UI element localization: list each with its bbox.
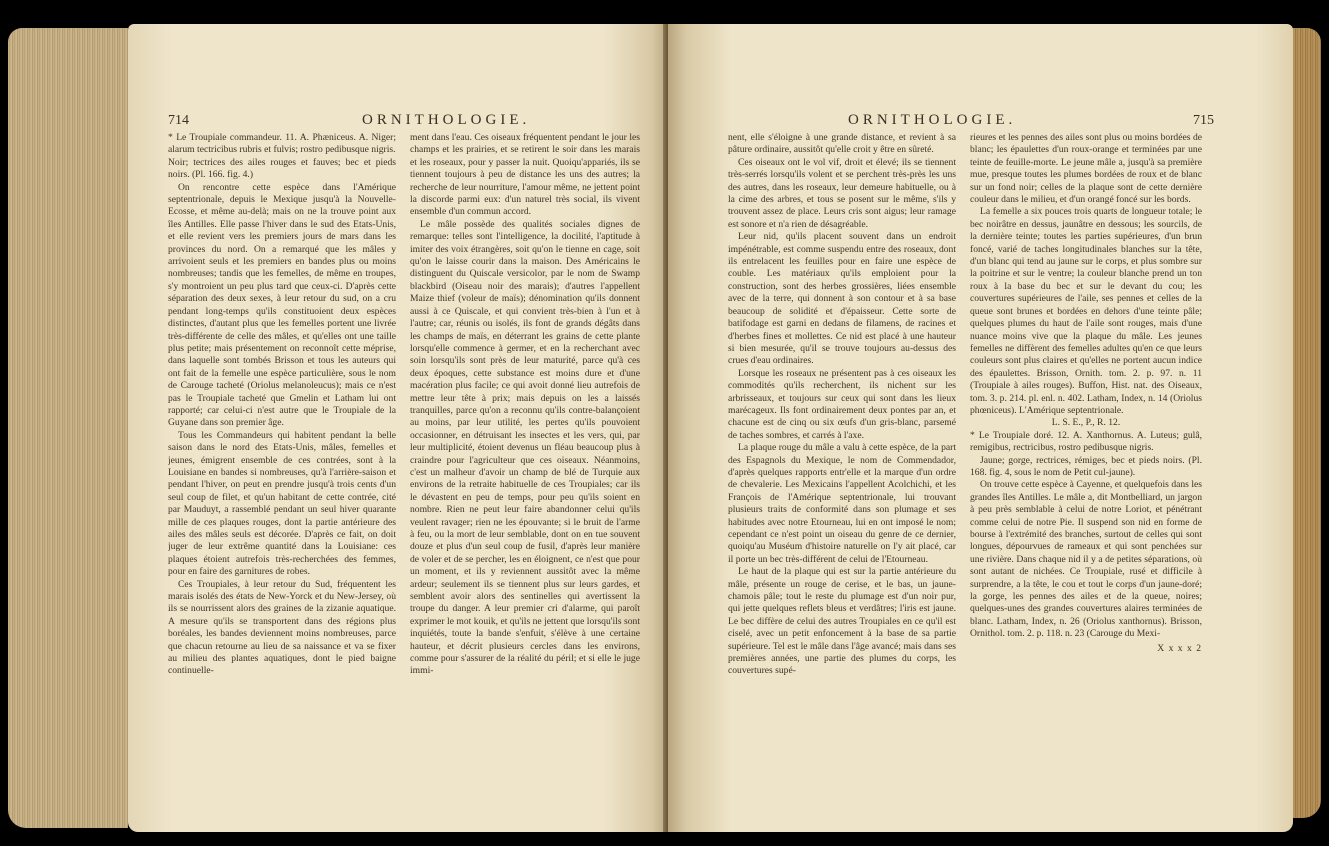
paragraph: ment dans l'eau. Ces oiseaux fréquentent pendant le jour les champs et les prairies, et se retirent le soir dans les marais et les roseaux, pour y passer la nuit. Quoiqu'appariés, ils se tiennent toujours à peu de distance les uns des autres; la recherche de leur nourriture, l'amour même, ne jettent point la discorde parmi eux: d'un naturel très social, ils vivent ensemble d'un commun accord. (410, 132, 640, 218)
right-page-number: 715 (1193, 113, 1214, 128)
paragraph: Le haut de la plaque qui est sur la partie antérieure du mâle, présente un rouge de cerise, et le bas, un jaune-chamois pâle; tout le reste du plumage est d'un noir pur, qui jette quelques reflets bleus et verdâtres; l'iris est jaune. Le bec diffère de celui des autres Troupiales en ce qu'il est ciselé, avec un petit enfoncement à la base de sa partie supérieure. Tel est le mâle dans l'âge avancé; mais dans ses premières années, une partie des plumes du corps, les couvertures supé- (728, 566, 956, 677)
left-running-head (128, 112, 668, 134)
paragraph: Ces Troupiales, à leur retour du Sud, fréquentent les marais isolés des états de New-Yorck et du New-Jersey, où ils se nourrissent alors des graines de la zizanie aquatique. A mesure qu'ils se transportent dans des régions plus boréales, les bandes deviennent moins nombreuses, parce que chacun retourne au lieu de sa naissance et va se fixer au milieu des plantes aquatiques, dont le pied baigne continuelle- (168, 578, 396, 677)
paragraph: La femelle a six pouces trois quarts de longueur totale; le bec noirâtre en dessus, jaunâtre en dessous; les sourcils, de la dernière teinte; toutes les parties supérieures, d'un brun foncé, varié de taches longitudinales blanches sur la tête, d'un blanc qui tend au jaune sur le corps, et plus sombre sur la poitrine et sur le ventre; la couleur blanche prend un ton roux à la base du bec et sur le devant du cou; les couvertures supérieures de l'aile, ses pennes et celles de la queue sont brunes et bordées en dehors d'une teinte pâle; quelques plumes du haut de l'aile sont rouges, mais d'une nuance moins vive que la plaque du mâle. Les jeunes femelles ne diffèrent des femelles adultes qu'en ce que leurs couleurs sont plus claires et qu'elles ne portent aucun indice des épaulettes. Brisson, Ornith. tom. 2. p. 97. n. 11 (Troupiale à ailes rouges). Buffon, Hist. nat. des Oiseaux, tom. 3. p. 214. pl. enl. n. 402. Latham, Index, n. 14 (Oriolus phœniceus). L'Amérique septentrionale. (970, 206, 1202, 416)
paragraph: Le mâle possède des qualités sociales dignes de remarque: telles sont l'intelligence, la docilité, l'aptitude à imiter des voix étrangères, soit qu'on le tienne en cage, soit qu'on le laisse courir dans la maison. Des Américains le distinguent du Quiscale versicolor, par le nom de Swamp blackbird (Oiseau noir des marais); d'autres l'appellent Maize thief (voleur de maïs); dénomination qu'ils donnent aussi à ce Quiscale, et qui convient très-bien à l'un et à l'autre; car, réunis ou isolés, ils font de grands dégâts dans les champs de maïs, en déterrant les grains de cette plante lorsqu'elle commence à germer, et en la recherchant avec soin lorsqu'ils sont près de leur maturité, parce qu'à ces deux époques, cette substance est moins dure et d'une macération plus facile; ce qui avoit donné lieu autrefois de mettre leur tête à prix; mais depuis on les a laissés tranquilles, parce qu'on a reconnu qu'ils contre-balançoient au moins, par leur utilité, les pertes qu'ils pouvoient occasionner, en détruisant les insectes et les vers, qui, par leur multiplicité, étoient devenus un fléau beaucoup plus à craindre pour l'agriculteur que ces oiseaux. Néanmoins, c'est un malheur d'avoir un champ de blé de Turquie aux environs de la retraite habituelle de ces Troupiales; car ils le dévastent en peu de temps, pour peu qu'ils soient en nombre. Rien ne peut leur faire abandonner celui qu'ils veulent ravager; rien ne les épouvante; si le bruit de l'arme à feu, ou la mort de leur semblable, dont on en tue souvent douze et plus d'un seul coup de fusil, d'après leur manière de voler et de se percher, les en éloignent, ce n'est que pour un moment, et ils y reviennent aussitôt avec la même ardeur; seulement ils se tiennent plus sur leurs gardes, et semblent avoir alors des sentinelles qui avertissent la troupe du danger. A leur premier cri d'alarme, qui paroît exprimer le mot kouik, et qu'ils ne jettent que lorsqu'ils sont inquiétés, toute la bande s'enfuit, s'élève à une certaine hauteur, et décrit plusieurs cercles dans les environs, comme pour s'assurer de la réalité du péril; et si elle le juge immi- (410, 218, 640, 677)
paragraph: rieures et les pennes des ailes sont plus ou moins bordées de blanc; les épaulettes d'un roux-orange et terminées par une teinte de feuille-morte. Le jeune mâle a, jusqu'à sa première mue, presque toutes les plumes bordées de roux et de blanc sur un fond noir; celles de la plaque sont de cette dernière couleur dans le milieu, et d'un orangé foncé sur les bords. (970, 132, 1202, 206)
paragraph: Noir; tectrices des ailes rouges et fauves; bec et pieds noirs. (Pl. 166. fig. 4.) (168, 156, 396, 181)
signature-mark: X x x x 2 (1157, 642, 1202, 654)
paragraph: On trouve cette espèce à Cayenne, et quelquefois dans les grandes îles Antilles. Le mâle a, dit Montbelliard, un jargon à peu près semblable à celui de notre Loriot, et pénétrant comme celui de notre Pie. Il suspend son nid en forme de bourse à l'extrémité des branches, surtout de celles qui sont longues, dépourvues de rameaux et qui sont penchées sur une rivière. Dans chaque nid il y a de petites séparations, où sont autant de nichées. Ce Troupiale, rusé et difficile à surprendre, a la tête, le cou et tout le corps d'un jaune-doré; la gorge, les pennes des ailes et de la queue, noires; quelques-unes des grandes couvertures alaires terminées de blanc. Latham, Index, n. 26 (Oriolus xanthornus). Brisson, Ornithol. tom. 2. p. 118. n. 23 (Carouge du Mexi- (970, 479, 1202, 640)
right-page-title: ORNITHOLOGIE. (848, 112, 1017, 128)
paragraph: nent, elle s'éloigne à une grande distance, et revient à sa pâture ordinaire, aussitôt qu'elle croit y être en sûreté. (728, 132, 956, 156)
paragraph: Leur nid, qu'ils placent souvent dans un endroit impénétrable, est comme suspendu entre des roseaux, dont ils entrelacent les feuilles pour en faire une espèce de couble. Les matériaux qu'ils emploient pour la construction, sont des herbes grossières, liées ensemble avec de la terre, qui donnent à son contour et à sa base beaucoup de solidité et d'épaisseur. Cette sorte de batifodage est garni en dedans de filamens, de racines et d'herbes fines et mollettes. Ce nid est placé à une hauteur si bien mesurée, qu'il se trouve toujours au-dessus des crues d'eau ordinaires. (728, 231, 956, 367)
left-page-number: 714 (168, 113, 189, 128)
left-page-title: ORNITHOLOGIE. (362, 112, 531, 128)
left-column-1 (168, 132, 396, 772)
paragraph: Jaune; gorge, rectrices, rémiges, bec et pieds noirs. (Pl. 168. fig. 4, sous le nom de Petit cul-jaune). (970, 454, 1202, 478)
paragraph: * Le Troupiale commandeur. 11. A. Phæniceus. A. Niger; alarum tectricibus rubris et fulvis; rostro pedibusque nigris. (168, 132, 396, 156)
right-page (668, 24, 1293, 832)
left-page (128, 24, 668, 832)
paragraph: * Le Troupiale doré. 12. A. Xanthornus. A. Luteus; gulâ, remigibus, rectricibus, rostro pedibusque nigris. (970, 429, 1202, 454)
paragraph: Tous les Commandeurs qui habitent pendant la belle saison dans le nord des Etats-Unis, mâles, femelles et jeunes, émigrent ensemble de ces contrées, sont à la Louisiane en bandes si nombreuses, qu'à l'arrière-saison et pendant l'hiver, on peut en prendre jusqu'à trois cents d'un seul coup de filet, et qu'un habitant de cette contrée, cité par Mauduyt, a rassemblé pendant un seul hiver quarante mille de ces plaques rouges, dont la partie antérieure des ailes des mâles seuls est décorée. D'après ce fait, on doit juger de leur extrême quantité dans la Louisiane: ces plaques étoient autrefois très-recherchées des femmes, pour en faire des garnitures de robes. (168, 429, 396, 578)
right-column-2 (970, 132, 1202, 782)
paragraph: L. S. E., P., R. 12. (1051, 417, 1121, 429)
paragraph: La plaque rouge du mâle a valu à cette espèce, de la part des Espagnols du Mexique, le nom de Commendador, d'après quelques rapports entr'elle et la marque d'un ordre de chevalerie. Les Mexicains l'appellent Acolchichi, et les François de l'Amérique septentrionale, lui trouvant plusieurs traits de conformité dans son plumage et ses habitudes avec notre Etourneau, lui en ont imposé le nom; cependant ce n'est point un oiseau du genre de ce dernier, quoiqu'au Muséum d'histoire naturelle on l'y ait placé, car il porte un bec très-différent de celui de l'Etourneau. (728, 442, 956, 565)
page-edges-left (8, 28, 128, 828)
paragraph: On rencontre cette espèce dans l'Amérique septentrionale, depuis le Mexique jusqu'à la Nouvelle-Ecosse, et même au-delà; mais on ne la trouve point aux îles Antilles. Elle passe l'hiver dans le sud des Etats-Unis, et elle revient vers les premiers jours de mars dans les provinces du nord. On a remarqué que les mâles y arrivoient seuls et les premiers en bandes plus ou moins nombreuses; tandis que les femelles, de même en troupes, s'y montroient un peu plus tard que ceux-ci. D'après cette séparation des deux sexes, à leur retour du sud, on a cru pendant long-temps qu'ils constituoient deux espèces distinctes, d'autant plus que les femelles portent une livrée très-différente de celle des mâles, et qu'elles ont une taille plus petite; mais présentement on reconnoît cette méprise, dans laquelle sont tombés Brisson et tous les auteurs qui ont fait de la femelle une espèce particulière, sous le nom de Carouge tacheté (Oriolus melanoleucus); mais ce n'est pas le Troupiale tacheté que Gmelin et Latham lui ont rapporté; car celui-ci n'est autre que le Troupiale de la Guyane dans son premier âge. (168, 181, 396, 429)
right-running-head (668, 112, 1293, 134)
paragraph: Lorsque les roseaux ne présentent pas à ces oiseaux les commodités qu'ils recherchent, ils nichent sur les arbrisseaux, et toujours sur ceux qui sont dans les lieux marécageux. Ils font ordinairement deux pontes par an, et chacune est de cinq ou six œufs d'un gris-blanc, parsemé de taches sombres, et carrés à l'axe. (728, 367, 956, 441)
paragraph: Ces oiseaux ont le vol vif, droit et élevé; ils se tiennent très-serrés lorsqu'ils volent et se perchent très-près les uns des autres, dans les roseaux, leur demeure habituelle, ou à la cime des arbres, et tous se posent sur le même, s'ils y trouvent assez de place. Leurs cris sont aigus; leur ramage est sonore et n'a rien de désagréable. (728, 156, 956, 230)
left-column-2 (410, 132, 640, 772)
right-column-1 (728, 132, 956, 782)
